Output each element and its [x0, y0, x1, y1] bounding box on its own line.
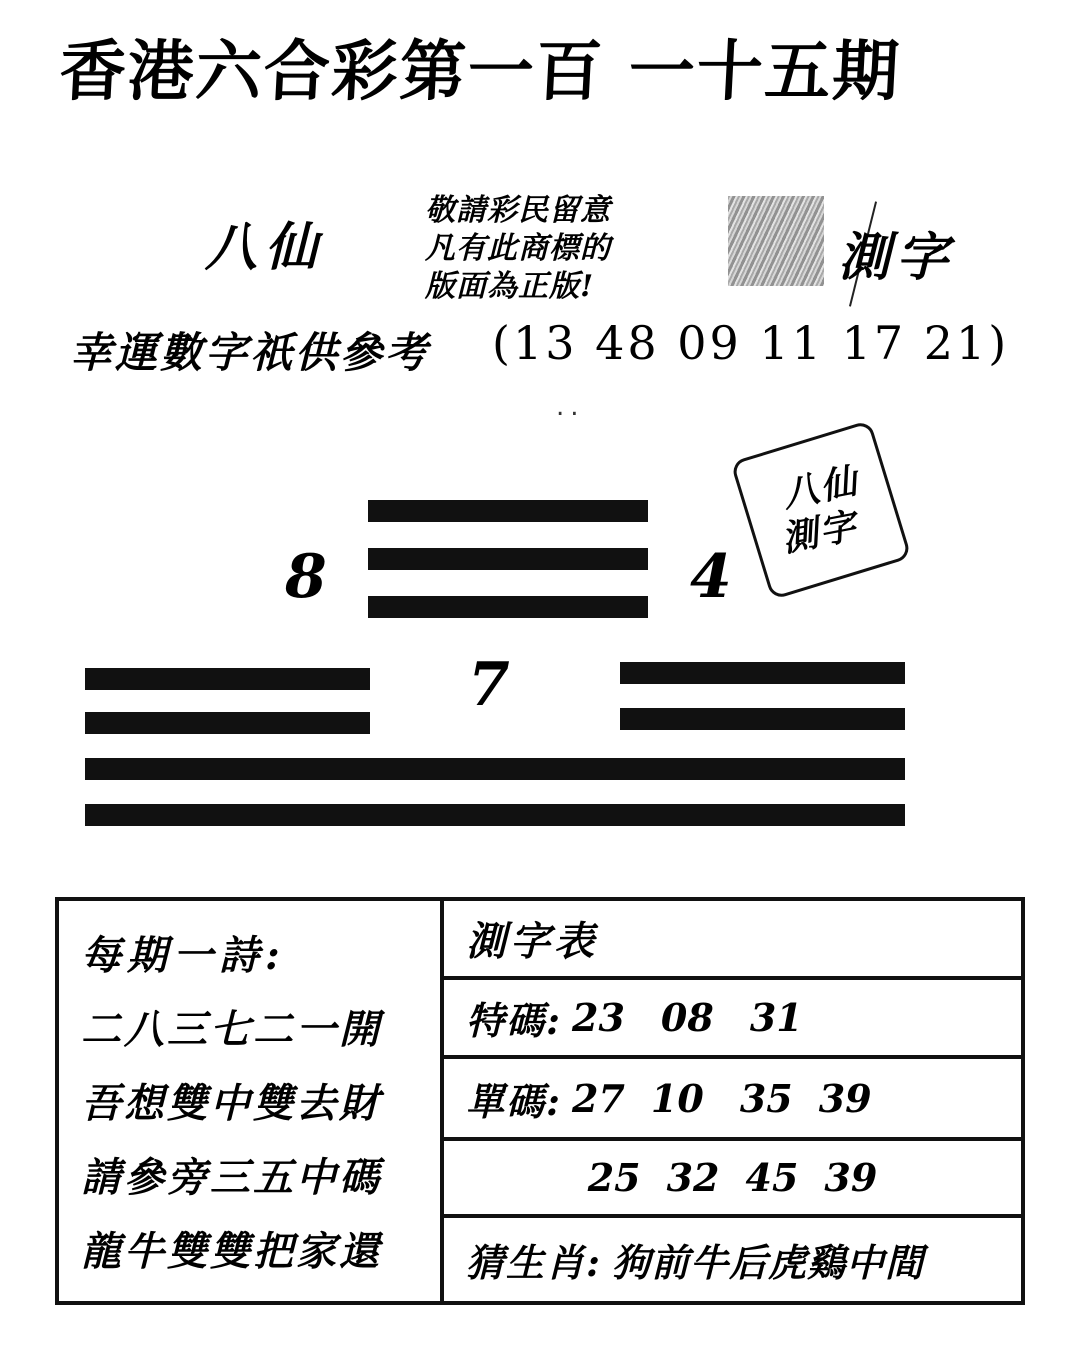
tag-line-2: 測字	[778, 504, 861, 561]
hexagram-bar	[85, 712, 370, 734]
hexagram-number-left: 8	[285, 542, 327, 612]
notice-line-3: 版面為正版!	[425, 269, 595, 304]
cezi-heading: 測字	[838, 227, 955, 288]
single-code-4: 39	[818, 1075, 872, 1121]
hexagram-bar	[368, 548, 648, 570]
single-code-row	[444, 1059, 1021, 1140]
zodiac-row	[444, 1218, 1021, 1301]
special-code-label: 特碼:	[466, 998, 563, 1044]
single-code-label: 單碼:	[466, 1078, 563, 1124]
lucky-numbers-label: 幸運數字祇供參考	[70, 328, 431, 377]
hexagram-bar	[85, 758, 905, 780]
hexagram-bar	[620, 662, 905, 684]
zodiac-value: 狗前牛后虎鷄中間	[612, 1239, 925, 1285]
extra-code-row	[444, 1141, 1021, 1218]
hexagram-number-right: 4	[690, 542, 732, 612]
authenticity-notice	[425, 192, 611, 306]
single-code-2: 10	[650, 1075, 704, 1121]
extra-code-4: 39	[824, 1154, 878, 1200]
hexagram-bar	[368, 500, 648, 522]
lucky-numbers-value: (13 48 09 11 17 21)	[492, 316, 1010, 370]
extra-code-1: 25	[587, 1154, 641, 1200]
notice-line-1: 敬請彩民留意	[425, 193, 611, 228]
dots-marker: ..	[556, 392, 585, 422]
poem-line: 請參旁三五中碼	[81, 1154, 382, 1201]
brand-name: 八仙	[205, 217, 326, 278]
single-code-1: 27	[572, 1075, 625, 1121]
poem-heading: 每期一詩:	[81, 932, 286, 979]
trademark-stamp-icon	[728, 196, 824, 286]
page-title: 香港六合彩第一百 一十五期	[57, 33, 903, 110]
hexagram-bar	[368, 596, 648, 618]
zodiac-label: 猜生肖:	[466, 1239, 603, 1285]
poem-cell	[59, 901, 444, 1301]
poem-line: 吾想雙中雙去財	[81, 1080, 382, 1127]
tag-line-1: 八仙	[779, 459, 862, 516]
cezi-table-title: 測字表	[444, 901, 1021, 980]
poem-line: 二八三七二一開	[81, 1006, 382, 1053]
hexagram-bar	[85, 804, 905, 826]
hexagram-bar	[620, 708, 905, 730]
hexagram-diagram	[0, 470, 1080, 840]
single-code-3: 35	[739, 1075, 793, 1121]
notice-line-2: 凡有此商標的	[425, 231, 611, 266]
extra-code-3: 45	[745, 1154, 799, 1200]
poem-line: 龍牛雙雙把家還	[81, 1228, 382, 1275]
hexagram-bar	[85, 668, 370, 690]
special-code-2: 08	[660, 995, 714, 1041]
special-code-3: 31	[749, 995, 803, 1041]
special-code-row	[444, 980, 1021, 1059]
special-code-1: 23	[572, 995, 625, 1041]
cezi-table-cell	[444, 901, 1021, 1301]
bottom-table	[55, 897, 1025, 1305]
extra-code-2: 32	[666, 1154, 720, 1200]
hexagram-number-center: 7	[468, 650, 510, 720]
